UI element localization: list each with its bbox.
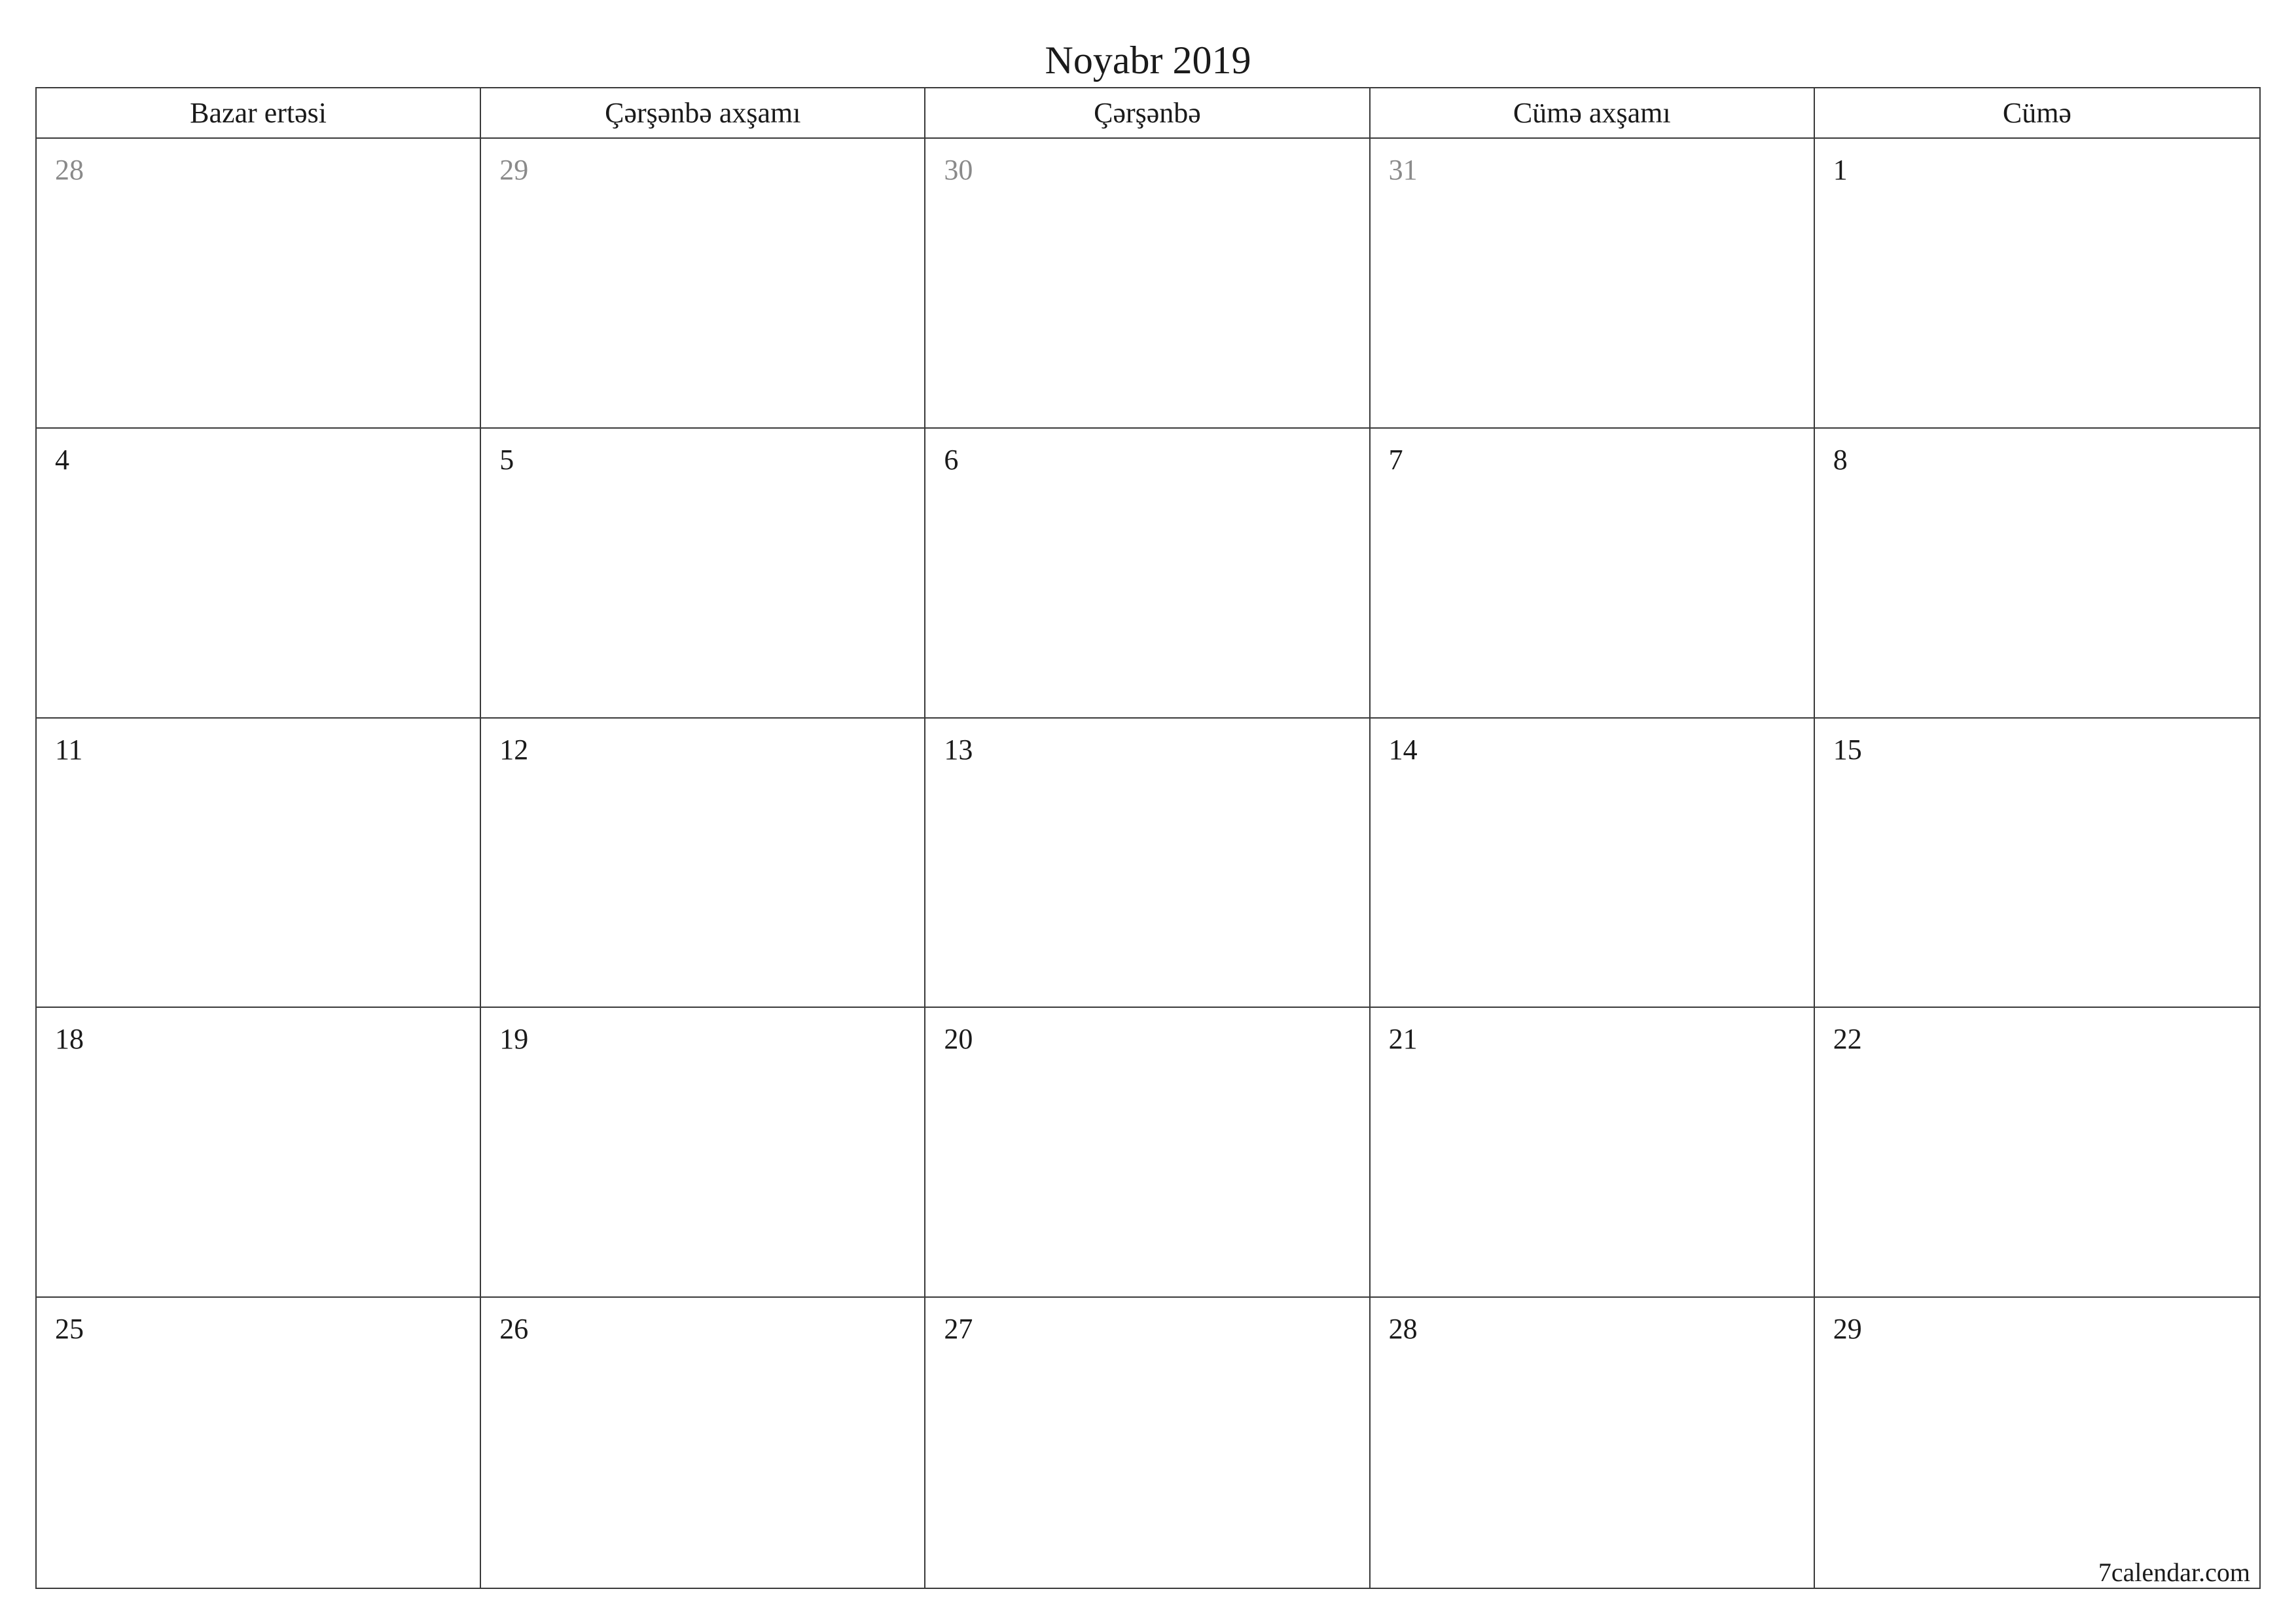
weekday-header-monday: Bazar ertəsi: [37, 88, 481, 137]
day-cell: [925, 139, 1370, 427]
day-number: 18: [55, 1023, 84, 1056]
day-number: 13: [944, 733, 973, 766]
weekday-header-thursday: Cümə axşamı: [1371, 88, 1815, 137]
day-cell: [37, 1008, 481, 1296]
day-number: 28: [1388, 1313, 1418, 1346]
day-number: 30: [944, 154, 973, 186]
day-cell: [1371, 429, 1815, 717]
day-cell: [1815, 719, 2259, 1007]
day-cell: [37, 1298, 481, 1588]
day-number: 28: [55, 154, 84, 186]
day-cell: [37, 719, 481, 1007]
day-cell: [481, 139, 925, 427]
day-number: 15: [1833, 733, 1862, 766]
day-cell: [481, 429, 925, 717]
day-cell: [1371, 719, 1815, 1007]
day-number: 5: [499, 443, 514, 476]
day-number: 8: [1833, 443, 1848, 476]
day-cell: [481, 719, 925, 1007]
day-cell: [1371, 1008, 1815, 1296]
weekday-header-row: [37, 88, 2259, 139]
day-cell: [1815, 1008, 2259, 1296]
week-row: [37, 139, 2259, 429]
day-number: 29: [499, 154, 529, 186]
day-cell: [925, 1298, 1370, 1588]
day-cell: [37, 139, 481, 427]
weekday-header-tuesday: Çərşənbə axşamı: [481, 88, 925, 137]
day-cell: [481, 1298, 925, 1588]
day-number: 29: [1833, 1313, 1862, 1346]
week-row: [37, 429, 2259, 719]
week-row: [37, 719, 2259, 1008]
day-number: 31: [1388, 154, 1418, 186]
week-row: [37, 1298, 2259, 1588]
day-number: 19: [499, 1023, 529, 1056]
day-cell: [925, 1008, 1370, 1296]
weekday-header-friday: Cümə: [2002, 97, 2072, 129]
calendar-grid: [35, 87, 2261, 1589]
day-number: 7: [1388, 443, 1403, 476]
day-number: 14: [1388, 733, 1418, 766]
day-number: 12: [499, 733, 529, 766]
day-number: 21: [1388, 1023, 1418, 1056]
day-number: 6: [944, 443, 959, 476]
day-number: 22: [1833, 1023, 1862, 1056]
day-cell: [925, 429, 1370, 717]
day-cell: [481, 1008, 925, 1296]
day-cell: [1371, 1298, 1815, 1588]
calendar-title: Noyabr 2019: [1045, 39, 1251, 82]
day-number: 1: [1833, 154, 1848, 186]
day-number: 11: [55, 733, 83, 766]
day-number: 20: [944, 1023, 973, 1056]
day-cell: [1371, 139, 1815, 427]
day-cell: [925, 719, 1370, 1007]
week-row: [37, 1008, 2259, 1298]
weekday-header-wednesday: Çərşənbə: [925, 88, 1370, 137]
day-number: 4: [55, 443, 69, 476]
day-number: 27: [944, 1313, 973, 1346]
day-number: 25: [55, 1313, 84, 1346]
weeks-container: [37, 139, 2259, 1588]
day-cell: [1815, 429, 2259, 717]
day-number: 26: [499, 1313, 529, 1346]
site-watermark[interactable]: 7calendar.com: [2098, 1558, 2250, 1587]
day-cell: [1815, 1298, 2259, 1588]
day-cell: [1815, 139, 2259, 427]
day-cell: [37, 429, 481, 717]
